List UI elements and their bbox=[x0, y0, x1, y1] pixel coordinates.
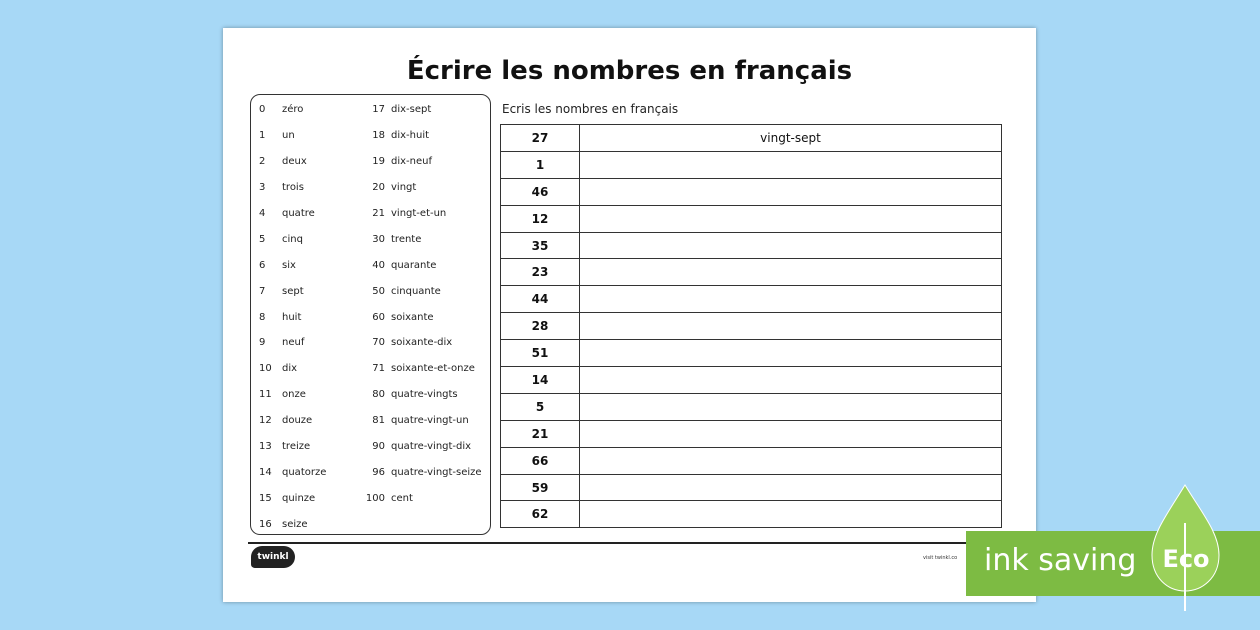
reference-word: seize bbox=[282, 518, 308, 530]
reference-word: dix-huit bbox=[391, 130, 430, 142]
reference-row bbox=[359, 278, 482, 304]
reference-row bbox=[359, 97, 482, 123]
reference-row bbox=[359, 226, 482, 252]
reference-number: 0 bbox=[259, 104, 266, 116]
reference-number: 11 bbox=[259, 389, 272, 401]
reference-number: 80 bbox=[372, 389, 385, 401]
exercise-row bbox=[501, 286, 1002, 313]
reference-row bbox=[259, 459, 326, 485]
reference-row bbox=[359, 356, 482, 382]
exercise-row bbox=[501, 125, 1002, 152]
reference-number: 16 bbox=[259, 518, 272, 530]
reference-number: 10 bbox=[259, 363, 272, 375]
reference-row bbox=[359, 252, 482, 278]
answer-field[interactable] bbox=[580, 367, 1002, 394]
answer-field[interactable] bbox=[580, 393, 1002, 420]
exercise-number: 21 bbox=[501, 420, 580, 447]
twinkl-logo: twinkl bbox=[251, 546, 295, 568]
reference-word: cent bbox=[391, 492, 413, 504]
answer-field[interactable] bbox=[580, 286, 1002, 313]
reference-word: six bbox=[282, 259, 296, 271]
reference-row bbox=[359, 382, 482, 408]
reference-row bbox=[259, 226, 326, 252]
exercise-number: 35 bbox=[501, 232, 580, 259]
reference-row bbox=[259, 382, 326, 408]
reference-word: un bbox=[282, 130, 295, 142]
exercise-row bbox=[501, 259, 1002, 286]
reference-word: douze bbox=[282, 415, 313, 427]
reference-word: cinq bbox=[282, 233, 303, 245]
reference-number: 13 bbox=[259, 441, 272, 453]
reference-number: 19 bbox=[372, 156, 385, 168]
reference-row bbox=[359, 123, 482, 149]
exercise-row bbox=[501, 205, 1002, 232]
exercise-number: 44 bbox=[501, 286, 580, 313]
exercise-number: 46 bbox=[501, 178, 580, 205]
reference-number: 6 bbox=[259, 259, 266, 271]
reference-word: quatorze bbox=[282, 466, 327, 478]
ink-saving-label: ink saving bbox=[984, 543, 1137, 578]
answer-field[interactable] bbox=[580, 313, 1002, 340]
reference-row bbox=[259, 434, 326, 460]
reference-row bbox=[359, 408, 482, 434]
reference-row bbox=[359, 175, 482, 201]
reference-number: 20 bbox=[372, 182, 385, 194]
reference-column-left bbox=[259, 97, 326, 537]
reference-word: quatre-vingt-dix bbox=[391, 441, 472, 453]
reference-row bbox=[259, 97, 326, 123]
exercise-number: 1 bbox=[501, 151, 580, 178]
reference-row bbox=[259, 252, 326, 278]
reference-number: 7 bbox=[259, 285, 266, 297]
reference-list-box bbox=[250, 94, 491, 535]
reference-row bbox=[259, 149, 326, 175]
reference-word: quatre-vingts bbox=[391, 389, 458, 401]
reference-number: 17 bbox=[372, 104, 385, 116]
exercise-row bbox=[501, 501, 1002, 528]
exercise-row bbox=[501, 393, 1002, 420]
answer-field[interactable] bbox=[580, 420, 1002, 447]
reference-number: 2 bbox=[259, 156, 266, 168]
reference-row bbox=[259, 175, 326, 201]
reference-word: quatre-vingt-un bbox=[391, 415, 469, 427]
exercise-row bbox=[501, 420, 1002, 447]
reference-number: 3 bbox=[259, 182, 266, 194]
exercise-row bbox=[501, 447, 1002, 474]
reference-word: zéro bbox=[282, 104, 304, 116]
answer-field[interactable]: vingt-sept bbox=[580, 125, 1002, 152]
answer-field[interactable] bbox=[580, 205, 1002, 232]
reference-row bbox=[259, 511, 326, 537]
reference-number: 15 bbox=[259, 492, 272, 504]
reference-word: deux bbox=[282, 156, 307, 168]
reference-word: neuf bbox=[282, 337, 305, 349]
eco-badge: Eco bbox=[1162, 545, 1210, 573]
reference-word: quinze bbox=[282, 492, 316, 504]
reference-number: 60 bbox=[372, 311, 385, 323]
reference-number: 1 bbox=[259, 130, 266, 142]
exercise-number: 23 bbox=[501, 259, 580, 286]
reference-word: sept bbox=[282, 285, 304, 297]
reference-number: 18 bbox=[372, 130, 385, 142]
worksheet-page bbox=[223, 28, 1036, 602]
reference-number: 30 bbox=[372, 233, 385, 245]
answer-field[interactable] bbox=[580, 151, 1002, 178]
reference-word: dix-sept bbox=[391, 104, 432, 116]
exercise-row bbox=[501, 313, 1002, 340]
exercise-row bbox=[501, 232, 1002, 259]
reference-row bbox=[259, 278, 326, 304]
reference-row bbox=[359, 434, 482, 460]
reference-number: 90 bbox=[372, 441, 385, 453]
reference-row bbox=[359, 459, 482, 485]
reference-word: soixante bbox=[391, 311, 434, 323]
reference-number: 9 bbox=[259, 337, 266, 349]
reference-row bbox=[259, 304, 326, 330]
footer-divider bbox=[248, 542, 1011, 544]
answer-field[interactable] bbox=[580, 259, 1002, 286]
reference-number: 14 bbox=[259, 466, 272, 478]
reference-number: 21 bbox=[372, 208, 385, 219]
answer-field[interactable] bbox=[580, 474, 1002, 501]
reference-number: 96 bbox=[372, 466, 385, 478]
reference-number: 40 bbox=[372, 259, 385, 271]
reference-word: huit bbox=[282, 311, 302, 323]
reference-number: 50 bbox=[372, 285, 385, 297]
reference-word: soixante-et-onze bbox=[391, 363, 475, 375]
reference-row bbox=[259, 485, 326, 511]
exercise-number: 12 bbox=[501, 205, 580, 232]
exercise-row bbox=[501, 367, 1002, 394]
reference-word: quatre-vingt-seize bbox=[391, 466, 482, 478]
reference-row bbox=[259, 123, 326, 149]
reference-number: 71 bbox=[372, 363, 385, 375]
exercise-row bbox=[501, 340, 1002, 367]
footer-url: visit twinkl.co bbox=[923, 555, 958, 561]
reference-number: 4 bbox=[259, 208, 266, 219]
exercise-number: 14 bbox=[501, 367, 580, 394]
exercise-instruction: Ecris les nombres en français bbox=[502, 102, 679, 116]
reference-word: cinquante bbox=[391, 285, 441, 297]
reference-word: quarante bbox=[391, 259, 437, 271]
reference-row bbox=[359, 201, 482, 227]
exercise-row bbox=[501, 178, 1002, 205]
reference-number: 81 bbox=[372, 415, 385, 427]
exercise-number: 28 bbox=[501, 313, 580, 340]
reference-row bbox=[359, 304, 482, 330]
answer-field[interactable] bbox=[580, 232, 1002, 259]
exercise-table bbox=[500, 124, 1002, 528]
exercise-row bbox=[501, 151, 1002, 178]
reference-number: 8 bbox=[259, 311, 266, 323]
reference-word: dix-neuf bbox=[391, 156, 433, 168]
reference-word: soixante-dix bbox=[391, 337, 453, 349]
reference-number: 5 bbox=[259, 233, 266, 245]
worksheet-title: Écrire les nombres en français bbox=[406, 56, 853, 86]
reference-row bbox=[259, 408, 326, 434]
exercise-row bbox=[501, 474, 1002, 501]
exercise-number: 27 bbox=[501, 125, 580, 152]
reference-word: vingt-et-un bbox=[391, 208, 447, 219]
answer-field[interactable] bbox=[580, 447, 1002, 474]
answer-field[interactable] bbox=[580, 178, 1002, 205]
reference-word: quatre bbox=[282, 208, 315, 219]
reference-number: 100 bbox=[365, 492, 385, 504]
reference-word: onze bbox=[282, 389, 306, 401]
reference-row bbox=[259, 330, 326, 356]
answer-field[interactable] bbox=[580, 501, 1002, 528]
reference-word: trente bbox=[391, 233, 422, 245]
reference-row bbox=[359, 485, 482, 511]
reference-word: dix bbox=[282, 363, 298, 375]
reference-column-right bbox=[359, 97, 482, 511]
reference-row bbox=[259, 356, 326, 382]
reference-row bbox=[359, 149, 482, 175]
reference-row bbox=[359, 330, 482, 356]
exercise-number: 62 bbox=[501, 501, 580, 528]
exercise-number: 66 bbox=[501, 447, 580, 474]
reference-word: treize bbox=[282, 441, 311, 453]
exercise-number: 51 bbox=[501, 340, 580, 367]
exercise-number: 59 bbox=[501, 474, 580, 501]
reference-word: trois bbox=[282, 182, 304, 194]
reference-word: vingt bbox=[391, 182, 417, 194]
reference-number: 12 bbox=[259, 415, 272, 427]
answer-field[interactable] bbox=[580, 340, 1002, 367]
reference-number: 70 bbox=[372, 337, 385, 349]
reference-row bbox=[259, 201, 326, 227]
exercise-number: 5 bbox=[501, 393, 580, 420]
